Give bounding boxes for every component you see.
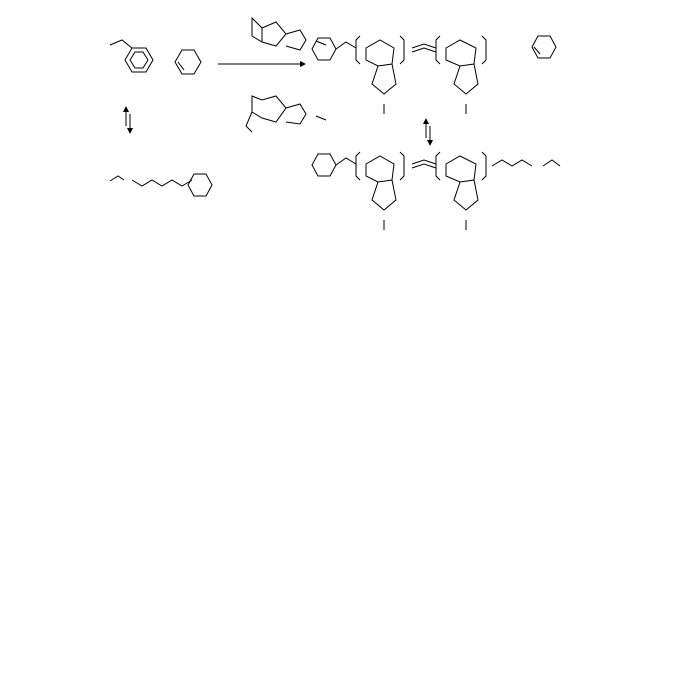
g3-catalyst [110, 40, 153, 72]
equilibrium-arrows-left [123, 106, 133, 134]
reaction-scheme [0, 0, 676, 300]
fischer-carbene-product [110, 174, 212, 196]
m3-monomer [246, 96, 326, 132]
c1-dihydropyran [175, 50, 201, 74]
polymer-top [312, 36, 556, 114]
polymer-bottom [312, 152, 560, 230]
equilibrium-arrows-right [423, 118, 433, 146]
nmr-spectrum-chart [0, 300, 676, 676]
m1-monomer [252, 18, 326, 50]
reaction-arrow [218, 61, 306, 67]
